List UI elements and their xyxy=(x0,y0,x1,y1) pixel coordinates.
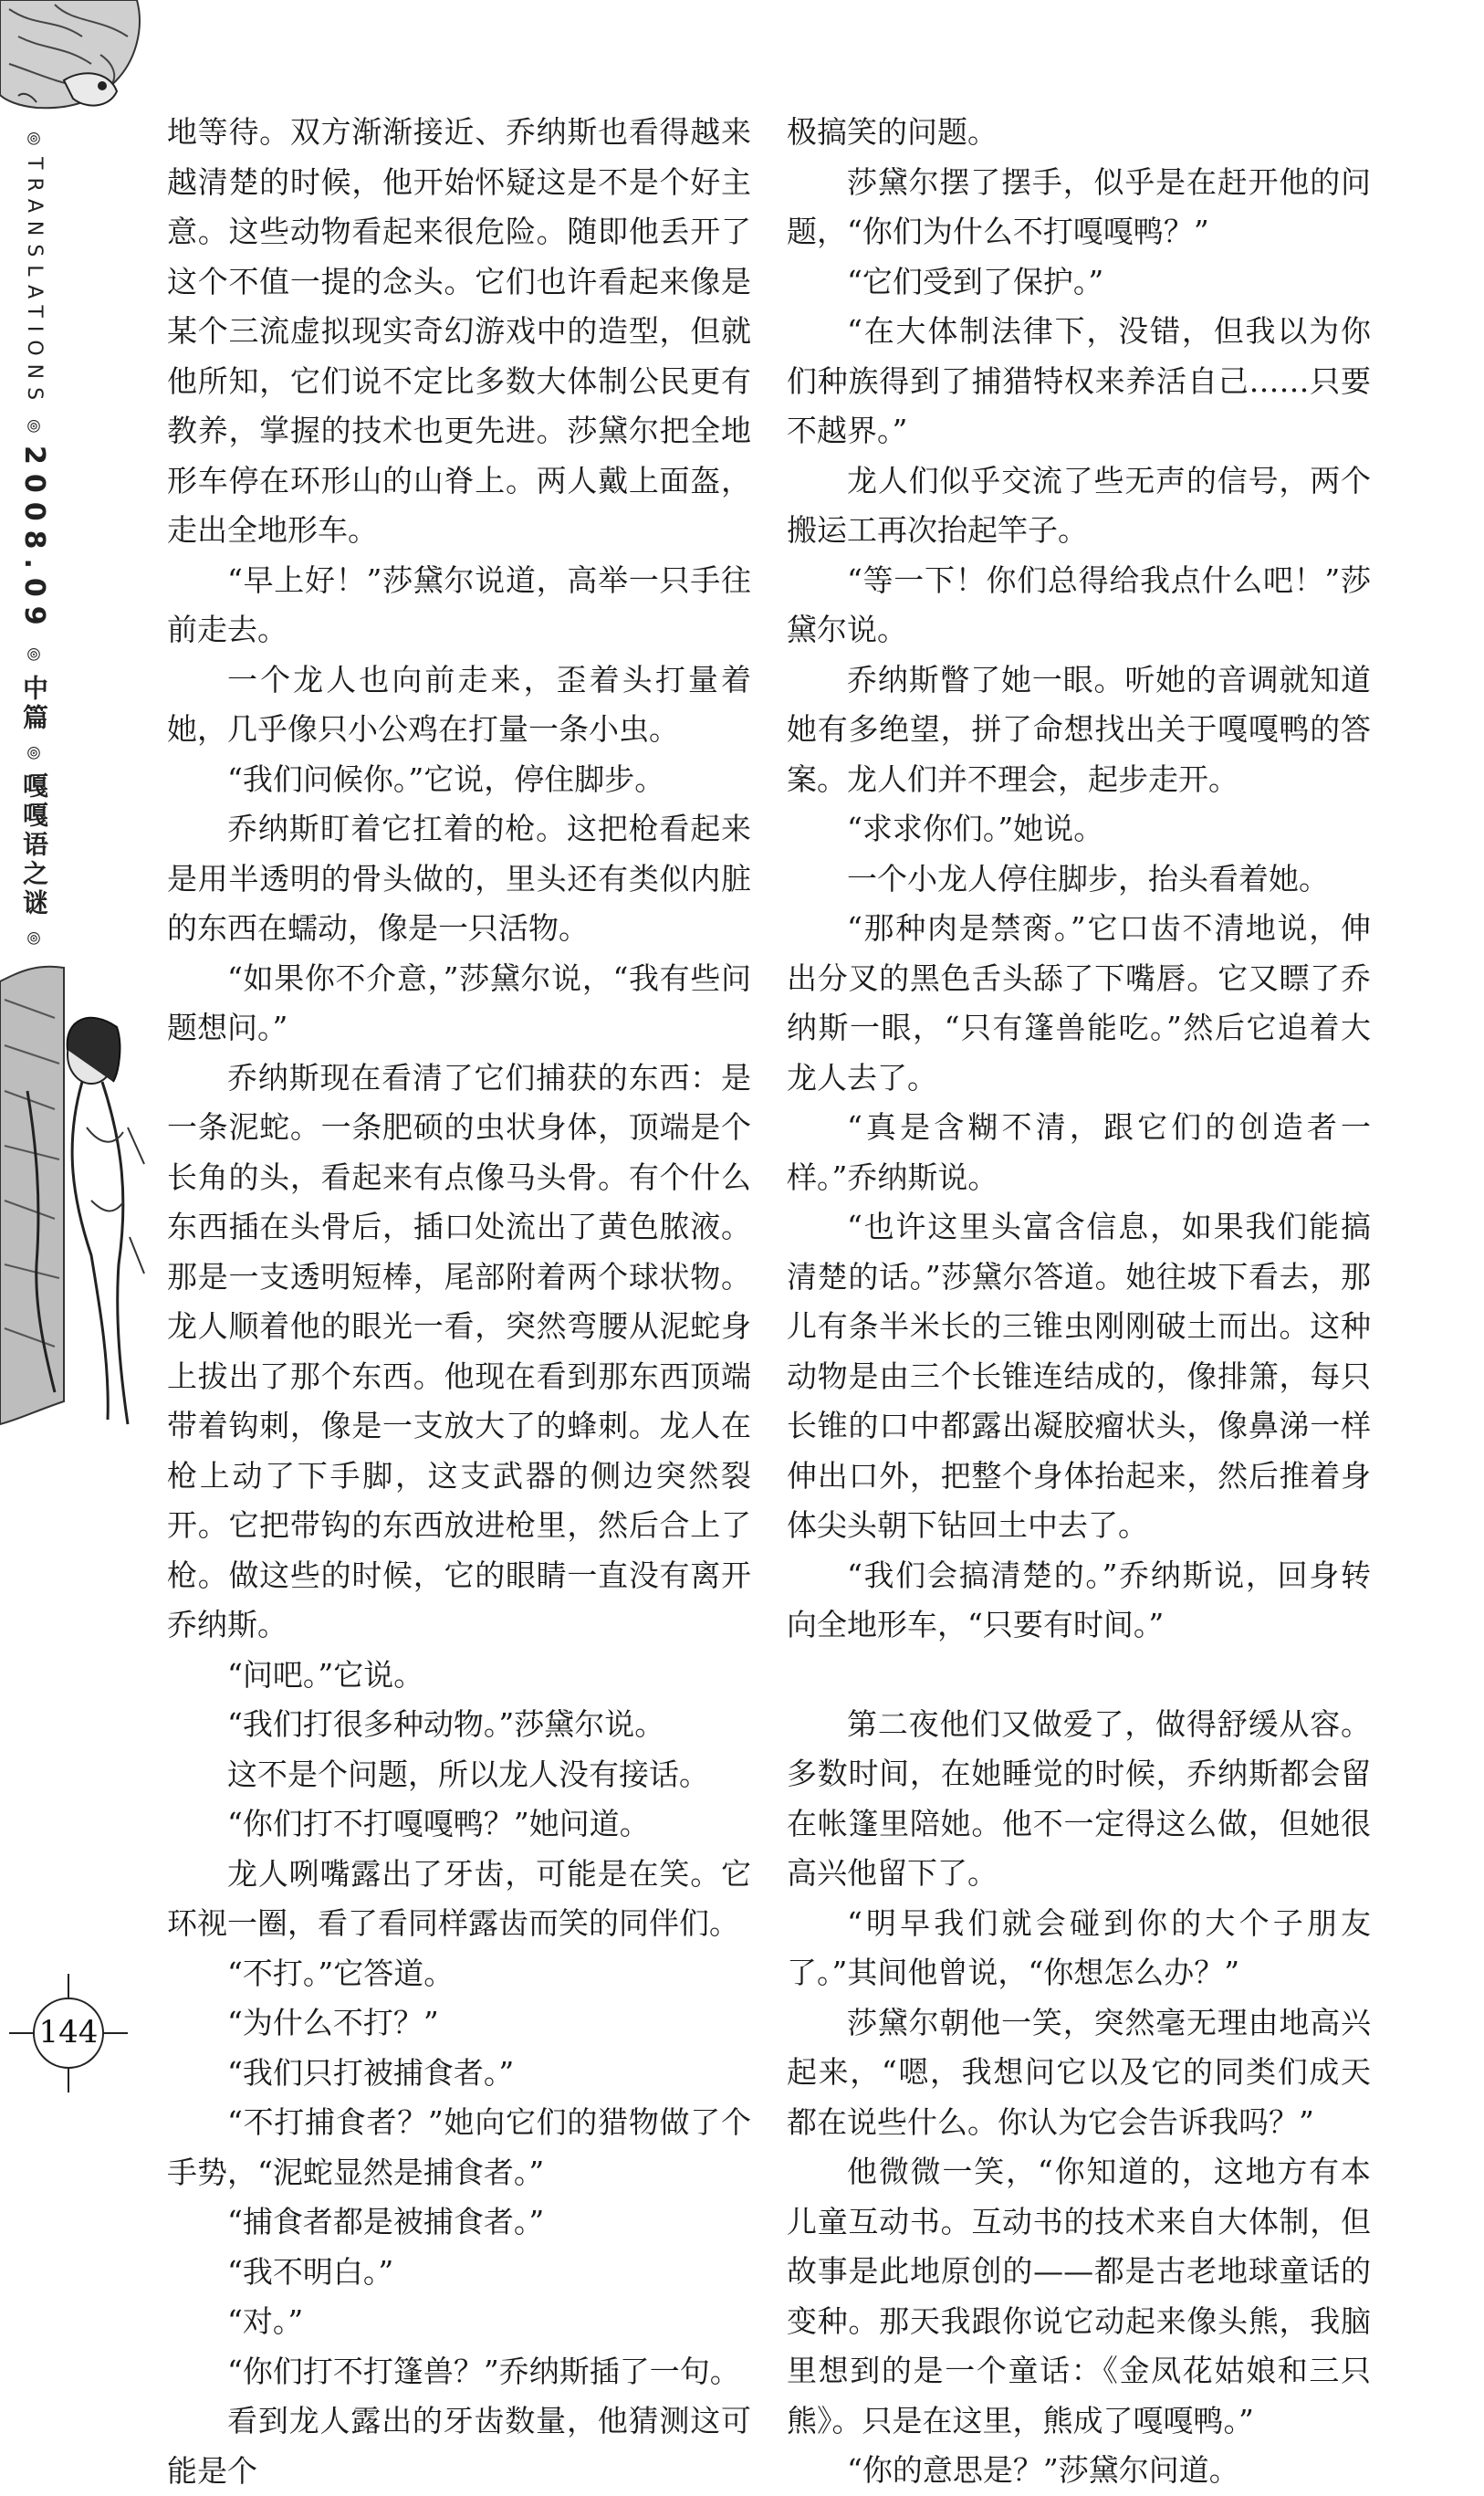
target-icon xyxy=(20,131,47,146)
paragraph: “我们问候你。”它说，停住脚步。 xyxy=(227,760,665,797)
target-icon xyxy=(20,931,47,946)
series-label: TRANSLATIONS xyxy=(23,156,46,408)
issue-label: 2008.09 xyxy=(18,446,50,635)
paragraph: “捕食者都是被捕食者。” xyxy=(227,2204,545,2239)
target-icon xyxy=(20,746,47,760)
paragraph: “为什么不打？” xyxy=(227,2005,439,2040)
paragraph: 龙人们似乎交流了些无声的信号，两个搬运工再次抬起竿子。 xyxy=(787,462,1371,548)
paragraph: “那种肉是禁脔。”它口齿不清地说，伸出分叉的黑色舌头舔了下嘴唇。它又瞟了乔纳斯一眼，“只有篷兽能吃。”然后它追着大龙人去了。 xyxy=(787,910,1371,1096)
paragraph: “明早我们就会碰到你的大个子朋友了。”其间他曾说，“你想怎么办？” xyxy=(787,1904,1371,1990)
section-break xyxy=(787,1651,1371,1700)
paragraph: “如果你不介意，”莎黛尔说，“我有些问题想问。” xyxy=(167,960,751,1045)
right-column xyxy=(787,108,1371,2496)
paragraph: “不打捕食者？”她向它们的猎物做了个手势，“泥蛇显然是捕食者。” xyxy=(167,2104,751,2190)
paragraph: 一个小龙人停住脚步，抬头看着她。 xyxy=(847,860,1329,897)
left-column xyxy=(167,108,751,2496)
paragraph: “我们只打被捕食者。” xyxy=(227,2054,515,2091)
target-icon xyxy=(20,647,47,662)
paragraph: 看到龙人露出的牙齿数量，他猜测这可能是个 xyxy=(167,2403,751,2489)
paragraph: 莎黛尔摆了摆手，似乎是在赶开他的问题，“你们为什么不打嘎嘎鸭？” xyxy=(787,163,1371,249)
sidebar xyxy=(7,128,60,949)
story-title-label: 嘎嘎语之谜 xyxy=(19,772,49,919)
paragraph: “我们打很多种动物。”莎黛尔说。 xyxy=(227,1706,665,1742)
paragraph: “等一下！你们总得给我点什么吧！”莎黛尔说。 xyxy=(787,561,1371,647)
beast-illustration xyxy=(0,0,146,137)
paragraph: 莎黛尔朝他一笑，突然毫无理由地高兴起来，“嗯，我想问它以及它的同类们成天都在说些什么。你认为它会告诉我吗？” xyxy=(787,2004,1371,2140)
paragraph: “求求你们。”她说。 xyxy=(847,811,1104,846)
paragraph: “你们打不打篷兽？”乔纳斯插了一句。 xyxy=(227,2353,740,2389)
paragraph: “问吧。”它说。 xyxy=(227,1656,424,1693)
paragraph: “也许这里头富含信息，如果我们能搞清楚的话。”莎黛尔答道。她往坡下看去，那儿有条半米长的三锥虫刚刚破土而出。这种动物是由三个长锥连结成的，像排箫，每只长锥的口中都露出凝胶瘤状头，像鼻涕一样伸出口外，把整个身体抬起来，然后推着身体尖头朝下钻回土中去了。 xyxy=(787,1209,1371,1543)
figures-illustration xyxy=(0,963,146,1429)
paragraph: “在大体制法律下，没错，但我以为你们种族得到了捕猎特权来养活自己……只要不越界。” xyxy=(787,313,1371,448)
paragraph: 第二夜他们又做爱了，做得舒缓从容。多数时间，在她睡觉的时候，乔纳斯都会留在帐篷里陪她。他不一定得这么做，但她很高兴他留下了。 xyxy=(787,1705,1371,1891)
page-number: 144 xyxy=(38,2014,99,2050)
target-icon xyxy=(20,419,47,434)
paragraph: “它们受到了保护。” xyxy=(847,263,1104,299)
page-number-badge xyxy=(9,1974,128,2092)
paragraph: 龙人咧嘴露出了牙齿，可能是在笑。它环视一圈，看了看同样露齿而笑的同伴们。 xyxy=(167,1855,751,1941)
paragraph: 地等待。双方渐渐接近、乔纳斯也看得越来越清楚的时候，他开始怀疑这是不是个好主意。这些动物看起来很危险。随即他丢开了这个不值一提的念头。它们也许看起来像是某个三流虚拟现实奇幻游戏中的造型，但就他所知，它们说不定比多数大体制公民更有教养，掌握的技术也更先进。莎黛尔把全地形车停在环形山的山脊上。两人戴上面盔，走出全地形车。 xyxy=(167,114,751,548)
paragraph: 乔纳斯现在看清了它们捕获的东西：是一条泥蛇。一条肥硕的虫状身体，顶端是个长角的头，看起来有点像马头骨。有个什么东西插在头骨后，插口处流出了黄色脓液。那是一支透明短棒，尾部附着两个球状物。龙人顺着他的眼光一看，突然弯腰从泥蛇身上拔出了那个东西。他现在看到那东西顶端带着钩刺，像是一支放大了的蜂刺。龙人在枪上动了下手脚，这支武器的侧边突然裂开。它把带钩的东西放进枪里，然后合上了枪。做这些的时候，它的眼睛一直没有离开乔纳斯。 xyxy=(167,1059,751,1642)
paragraph: “早上好！”莎黛尔说道，高举一只手往前走去。 xyxy=(167,561,751,647)
paragraph: “我不明白。” xyxy=(227,2253,394,2290)
paragraph: “真是含糊不清，跟它们的创造者一样。”乔纳斯说。 xyxy=(787,1109,1371,1195)
paragraph: 这不是个问题，所以龙人没有接话。 xyxy=(227,1756,709,1792)
paragraph: “你的意思是？”莎黛尔问道。 xyxy=(847,2452,1239,2488)
paragraph: “你们打不打嘎嘎鸭？”她问道。 xyxy=(227,1806,650,1841)
paragraph: 乔纳斯瞥了她一眼。听她的音调就知道她有多绝望，拼了命想找出关于嘎嘎鸭的答案。龙人们并不理会，起步走开。 xyxy=(787,661,1371,797)
paragraph: 极搞笑的问题。 xyxy=(787,114,998,150)
paragraph: “我们会搞清楚的。”乔纳斯说，回身转向全地形车，“只要有时间。” xyxy=(787,1557,1371,1642)
paragraph: “不打。”它答道。 xyxy=(227,1955,455,1991)
paragraph: “对。” xyxy=(227,2303,304,2339)
paragraph: 他微微一笑，“你知道的，这地方有本儿童互动书。互动书的技术来自大体制，但故事是此地原创的——都是古老地球童话的变种。那天我跟你说它动起来像头熊，我脑里想到的是一个童话：《金凤花姑娘和三只熊》。只是在这里，熊成了嘎嘎鸭。” xyxy=(787,2154,1371,2438)
paragraph: 乔纳斯盯着它扛着的枪。这把枪看起来是用半透明的骨头做的，里头还有类似内脏的东西在蠕动，像是一只活物。 xyxy=(167,811,751,946)
paragraph: 一个龙人也向前走来，歪着头打量着她，几乎像只小公鸡在打量一条小虫。 xyxy=(167,661,751,747)
category-label: 中篇 xyxy=(19,674,49,733)
